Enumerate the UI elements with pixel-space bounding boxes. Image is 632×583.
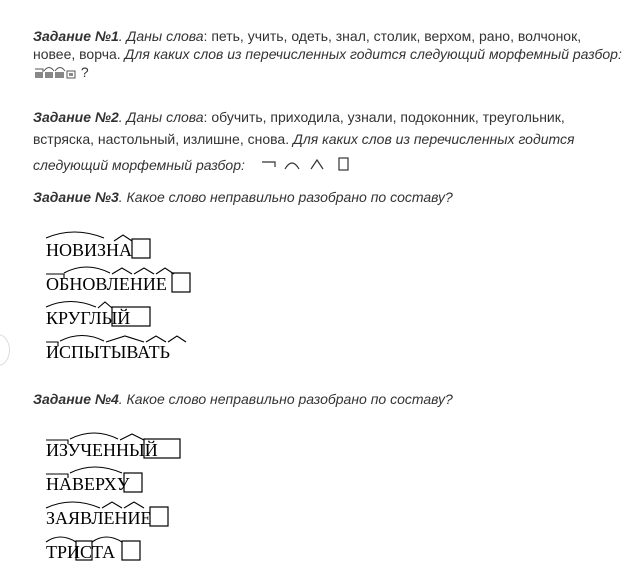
side-scroll-handle[interactable]	[0, 334, 10, 366]
task-1	[33, 27, 623, 83]
task-1-morpheme-schema	[33, 63, 77, 83]
task-2-label: Задание №2	[33, 109, 119, 125]
task-4-question: . Какое слово неправильно разобрано по составу?	[118, 391, 453, 407]
task-1-given-intro: . Даны слова	[118, 28, 204, 44]
task-4	[33, 390, 623, 408]
option-word-text: ЗАЯВЛЕНИЕ	[46, 508, 152, 528]
task-2	[33, 108, 623, 178]
task-2-words: : обучить, приходила, узнали, подоконник, треугольник, встряска, настольный, излишне, снова.	[33, 109, 565, 147]
task-3	[33, 188, 623, 206]
option-word-text: ИСПЫТЫВАТЬ	[46, 342, 171, 362]
task-2-given-intro: . Даны слова	[118, 109, 204, 125]
option-word-text: НАВЕРХУ	[46, 474, 130, 494]
task-1-label: Задание №1	[33, 28, 119, 44]
task-1-question: Для каких слов из перечисленных годится следующий морфемный разбор:	[120, 46, 622, 62]
option-word-text: ИЗУЧЕННЫЙ	[46, 440, 158, 460]
option-word-text: ТРИСТА	[46, 542, 116, 562]
option-word-text: КРУГЛЫЙ	[46, 308, 131, 328]
task-3-label: Задание №3	[33, 189, 119, 205]
task-4-label: Задание №4	[33, 391, 119, 407]
task-1-words: : петь, учить, одеть, знал, столик, верхом, рано, волчонок, новее, ворча.	[33, 28, 582, 62]
task-3-question: . Какое слово неправильно разобрано по составу?	[118, 189, 453, 205]
task-1-tail: ?	[77, 64, 89, 80]
task-2-morpheme-schema	[259, 155, 355, 177]
option-word-text: ОБНОВЛЕНИЕ	[46, 274, 167, 294]
task-2-question: Для каких слов из перечисленных годится следующий морфемный разбор:	[33, 131, 575, 173]
option-word-text: НОВИЗНА	[46, 240, 133, 260]
